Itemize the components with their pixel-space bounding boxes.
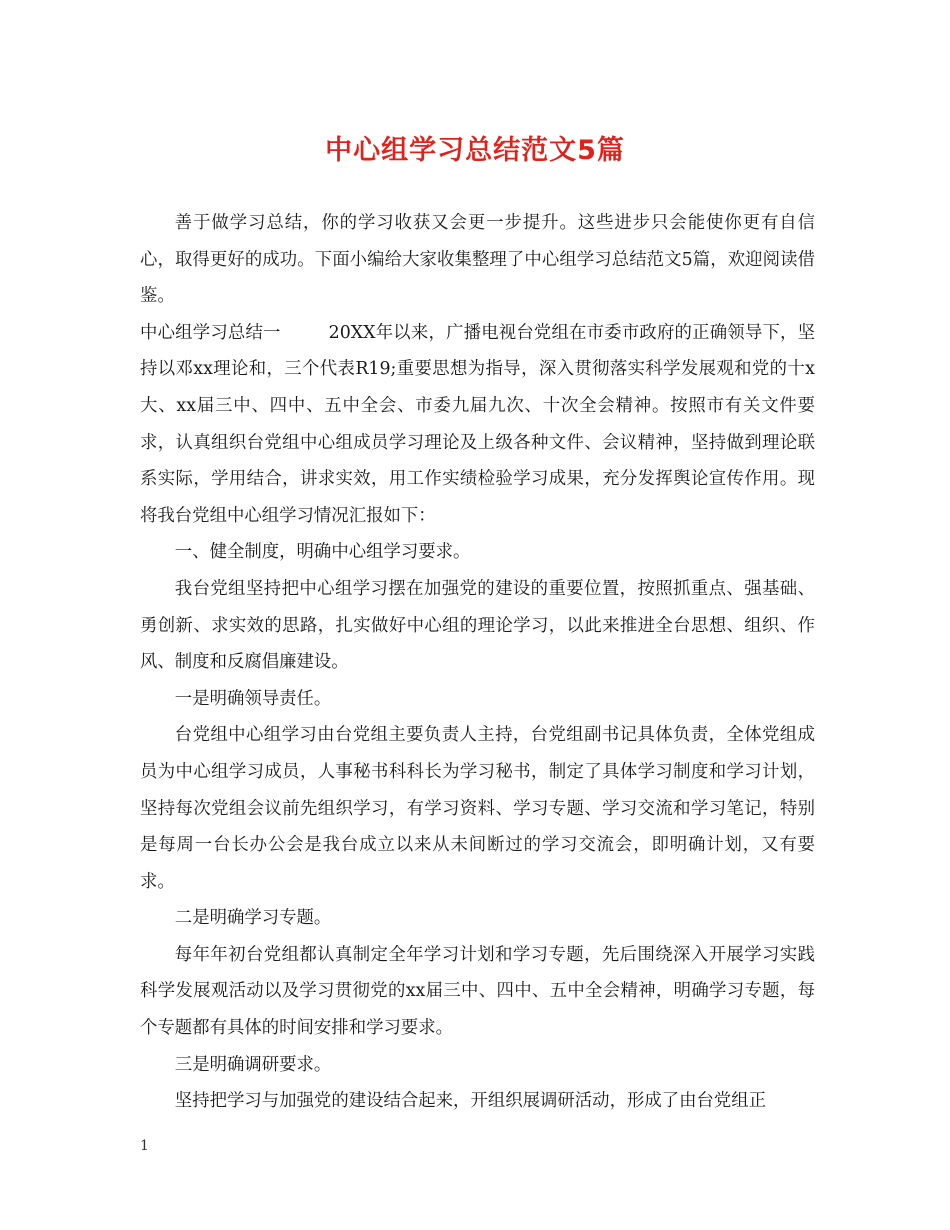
document-body — [140, 205, 815, 1120]
subheading-2: 二是明确学习专题。 — [174, 908, 332, 929]
body-paragraph: 坚持把学习与加强党的建设结合起来，开组织展调研活动，形成了由台党组正 — [174, 1091, 767, 1112]
document-title: 中心组学习总结范文5篇 — [325, 135, 625, 166]
subheading-3: 三是明确调研要求。 — [174, 1054, 332, 1075]
section-one-paragraph — [140, 315, 815, 535]
body-paragraph: 台党组中心组学习由台党组主要负责人主持，台党组副书记具体负责，全体党组成员为中心组学习成员，人事秘书科科长为学习秘书，制定了具体学习制度和学习计划，坚持每次党组会议前先组织学习，有学习资料、学习专题、学习交流和学习笔记，特别是每周一台长办公会是我台成立以来从未间断过的学习交流会，即明确计划，又有要求。 — [140, 725, 815, 892]
section-first-text: 20XX年以来，广播电视台党组在市委市政府的正确领导下，坚持以邓xx理论和，三个代表R19;重要思想为指导，深入贯彻落实科学发展观和党的十x大、xx届三中、四中、五中全会、市委九届九次、十次全会精神。按照市有关文件要求，认真组织台党组中心组成员学习理论及上级各种文件、会议精神，坚持做到理论联系实际，学用结合，讲求实效，用工作实绩检验学习成果，充分发挥舆论宣传作用。现将我台党组中心组学习情况汇报如下： — [140, 322, 815, 526]
section-label: 中心组学习总结一 — [140, 322, 281, 343]
heading-1: 一、健全制度，明确中心组学习要求。 — [174, 542, 471, 563]
subheading-1: 一是明确领导责任。 — [174, 688, 332, 709]
body-paragraph: 我台党组坚持把中心组学习摆在加强党的建设的重要位置，按照抓重点、强基础、勇创新、求实效的思路，扎实做好中心组的理论学习，以此来推进全台思想、组织、作风、制度和反腐倡廉建设。 — [140, 578, 815, 673]
page-number: 1 — [140, 1138, 149, 1154]
body-paragraph: 每年年初台党组都认真制定全年学习计划和学习专题，先后围绕深入开展学习实践科学发展观活动以及学习贯彻党的xx届三中、四中、五中全会精神，明确学习专题，每个专题都有具体的时间安排和学习要求。 — [140, 944, 815, 1039]
intro-paragraph: 善于做学习总结，你的学习收获又会更一步提升。这些进步只会能使你更有自信心，取得更好的成功。下面小编给大家收集整理了中心组学习总结范文5篇，欢迎阅读借鉴。 — [140, 213, 815, 307]
